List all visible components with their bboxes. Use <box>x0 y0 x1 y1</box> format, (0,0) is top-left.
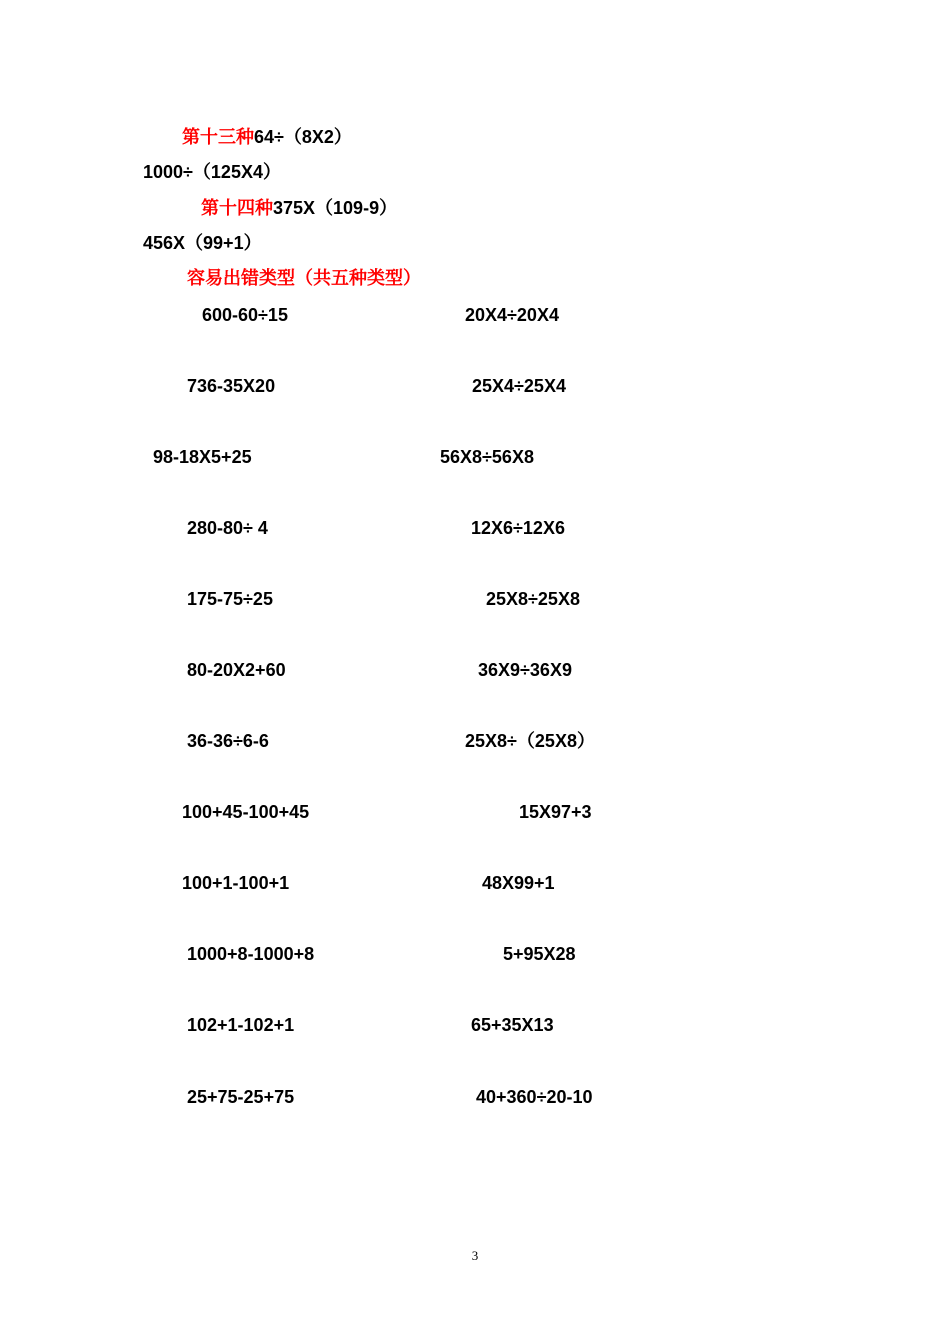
right-expr-11: 65+35X13 <box>471 1015 554 1035</box>
right-expr-1: 20X4÷20X4 <box>465 305 559 325</box>
left-expr-3: 98-18X5+25 <box>153 447 252 467</box>
page-number: 3 <box>471 1248 479 1263</box>
left-expr-2: 736-35X20 <box>187 376 276 396</box>
type13-example: 1000÷（125X4） <box>143 162 281 182</box>
type13-line <box>182 126 352 149</box>
type14-expr: 375X（109-9） <box>273 198 398 218</box>
type14-line <box>201 197 397 220</box>
left-expr-10: 1000+8-1000+8 <box>187 944 315 964</box>
left-expr-8: 100+45-100+45 <box>182 802 310 822</box>
right-expr-2: 25X4÷25X4 <box>472 376 566 396</box>
left-expr-5: 175-75÷25 <box>187 589 273 609</box>
left-expr-11: 102+1-102+1 <box>187 1015 295 1035</box>
left-expr-12: 25+75-25+75 <box>187 1087 295 1107</box>
right-expr-10: 5+95X28 <box>503 944 576 964</box>
left-expr-7: 36-36÷6-6 <box>187 731 269 751</box>
right-expr-8: 15X97+3 <box>519 802 592 822</box>
type13-label: 第十三种 <box>182 127 254 148</box>
type14-example: 456X（99+1） <box>143 233 262 253</box>
left-expr-6: 80-20X2+60 <box>187 660 286 680</box>
right-expr-3: 56X8÷56X8 <box>440 447 534 467</box>
left-expr-4: 280-80÷ 4 <box>187 518 268 538</box>
type13-expr: 64÷（8X2） <box>254 127 352 147</box>
error-section-title: 容易出错类型（共五种类型） <box>187 268 421 289</box>
right-expr-9: 48X99+1 <box>482 873 555 893</box>
left-expr-9: 100+1-100+1 <box>182 873 290 893</box>
right-expr-4: 12X6÷12X6 <box>471 518 565 538</box>
type14-label: 第十四种 <box>201 198 273 219</box>
right-expr-7: 25X8÷（25X8） <box>465 731 595 751</box>
left-expr-1: 600-60÷15 <box>202 305 288 325</box>
right-expr-6: 36X9÷36X9 <box>478 660 572 680</box>
right-expr-12: 40+360÷20-10 <box>476 1087 593 1107</box>
right-expr-5: 25X8÷25X8 <box>486 589 580 609</box>
